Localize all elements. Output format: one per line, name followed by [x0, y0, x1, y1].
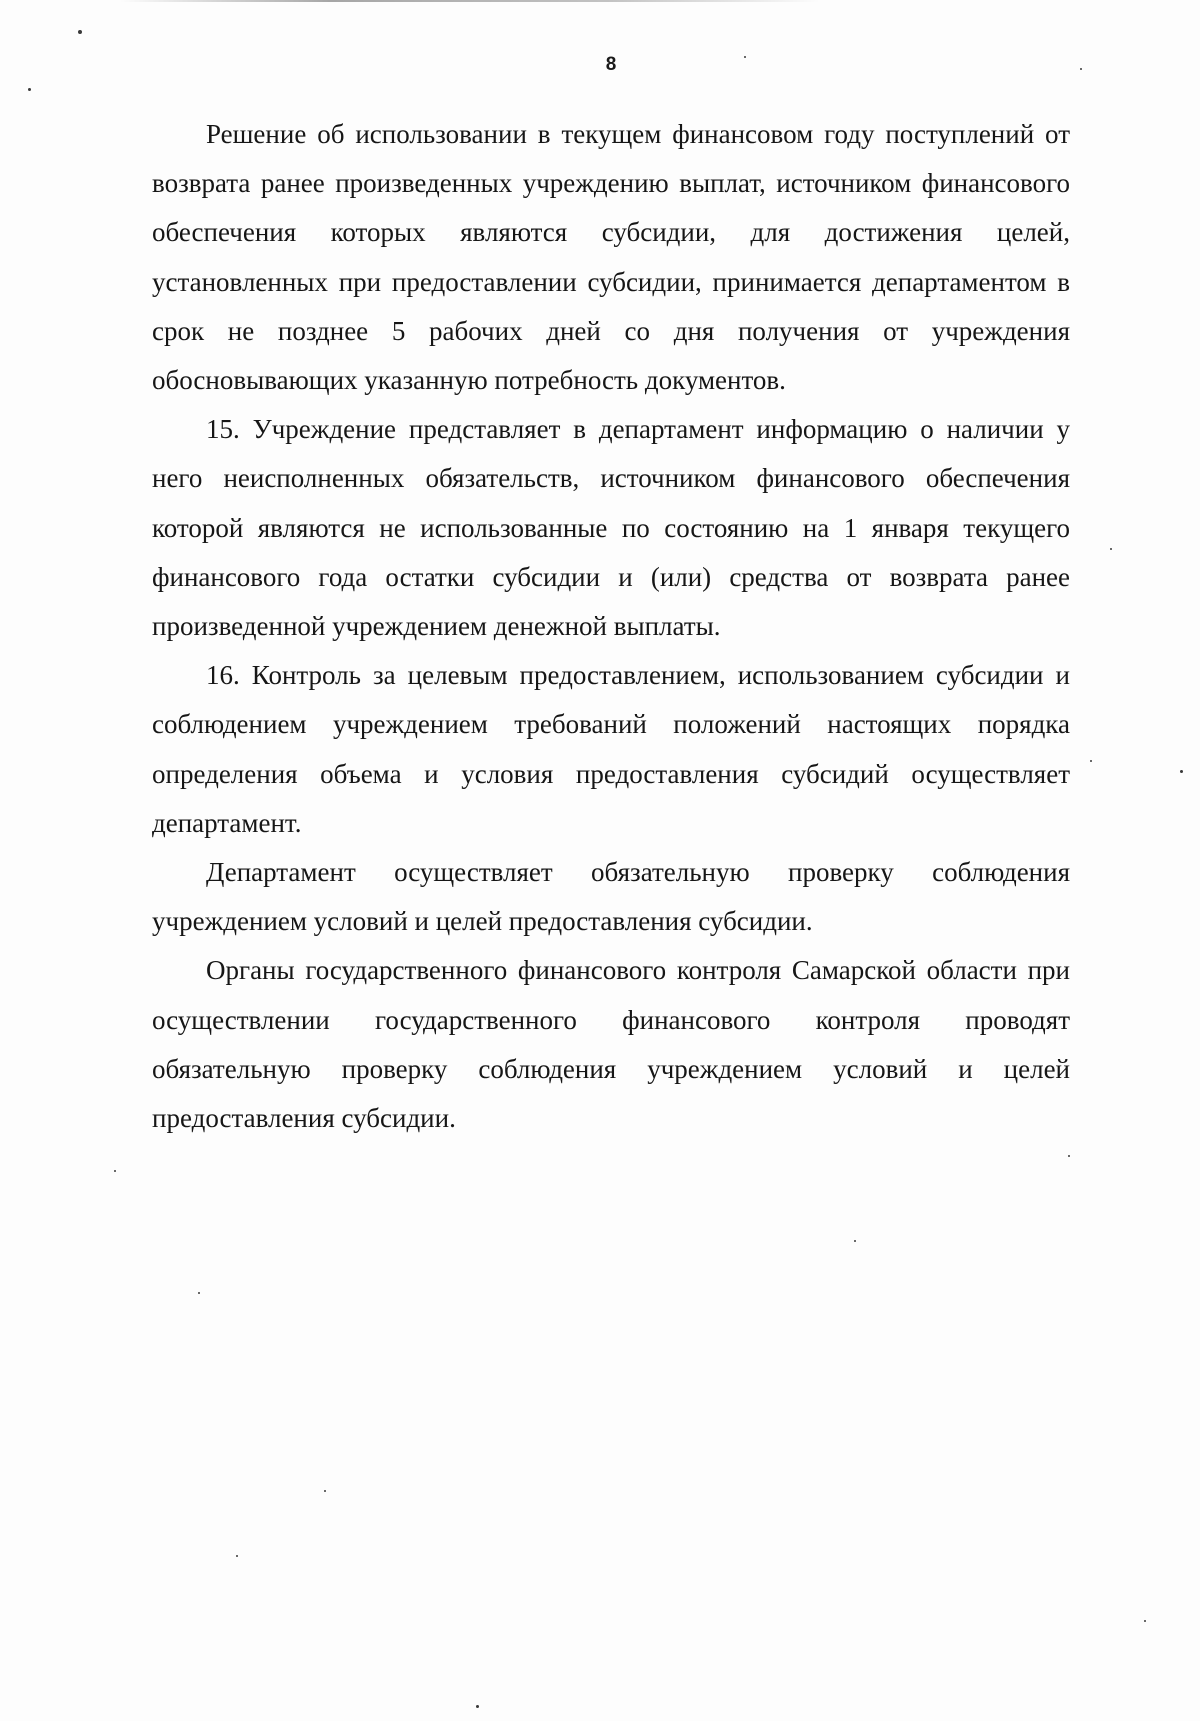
- paragraph-decision: Решение об использовании в текущем финансовом году поступлений от возврата ранее произведенных учреждению выплат, источником финансового обеспечения которых являются субсидии, для достижения целей, установленных при предоставлении субсидии, принимается департаментом в срок не позднее 5 рабочих дней со дня получения от учреждения обосновывающих указанную потребность документов.: [152, 119, 1070, 396]
- paragraph-control-bodies: Органы государственного финансового контроля Самарской области при осуществлении государственного финансового контроля проводят обязательную проверку соблюдения учреждением условий и целей предоставления субсидии.: [152, 955, 1070, 1134]
- scan-speck: [1180, 770, 1183, 773]
- scan-edge-line: [120, 0, 820, 2]
- scan-speck: [1144, 1620, 1146, 1622]
- paragraph-16: 16. Контроль за целевым предоставлением, использованием субсидии и соблюдением учреждением требований положений настоящих порядка определения объема и условия предоставления субсидий осуществляет департамент.: [152, 660, 1070, 838]
- scan-speck: [114, 1170, 116, 1172]
- paragraph-15: 15. Учреждение представляет в департамент информацию о наличии у него неисполненных обязательств, источником финансового обеспечения которой являются не использованные по состоянию на 1 января текущего финансового года остатки субсидии и (или) средства от возврата ранее произведенной учреждением денежной выплаты.: [152, 414, 1070, 642]
- scan-speck: [324, 1490, 326, 1492]
- scan-speck: [236, 1555, 238, 1557]
- document-body: [152, 110, 1070, 1143]
- paragraph-department-check: Департамент осуществляет обязательную проверку соблюдения учреждением условий и целей предоставления субсидии.: [152, 857, 1070, 937]
- scan-speck: [1090, 760, 1092, 762]
- scan-speck: [744, 56, 746, 58]
- scan-speck: [854, 1240, 856, 1242]
- page-number: 8: [605, 54, 617, 75]
- scan-speck: [28, 88, 31, 91]
- scan-speck: [1068, 1155, 1070, 1157]
- scan-speck: [78, 30, 82, 34]
- scan-speck: [476, 1705, 479, 1708]
- scan-speck: [1080, 68, 1082, 70]
- scan-speck: [198, 1292, 200, 1294]
- scan-speck: [1110, 548, 1112, 550]
